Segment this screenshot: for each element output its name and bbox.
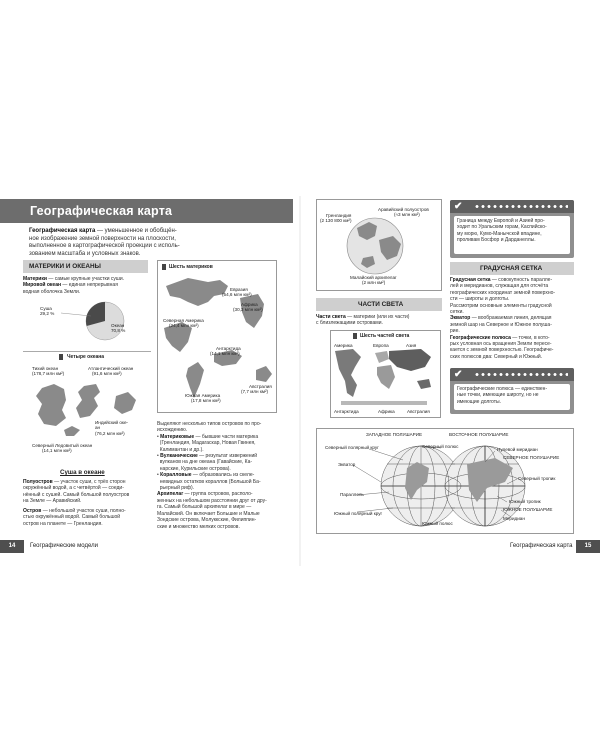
peninsula-definition: Полуостров — участок суши, с трёх сторон окружённый водой, а с четвёртой — соеди- нённый с сушей. Самый большой полуостров на Земле — Аравийский.: [23, 479, 130, 505]
tropic-south-label: Южный тропик: [509, 499, 541, 504]
eastern-hemisphere-label: ВОСТОЧНОЕ ПОЛУШАРИЕ: [449, 432, 509, 437]
page-number-right: 15: [576, 540, 600, 553]
section-parts-of-world: [316, 298, 442, 311]
land-ocean-pie-chart: [23, 296, 151, 346]
island-types-text: Выделяют несколько типов островов по про- исхождению. • Материковые — бывшие части материка (Гренландия, Мадагаскар, Новая Гвинея, Калимантан и др.). • Вулканические — результат извержений вулканов на дне океана (Гавайские, Ка- нарские, Курильские острова). • Коралловые — образовались из скеле- невидных остатков кораллов (Большой Ба- рьерный риф). Архипелаг — группа островов, располо- женных на небольшом расстоянии друг от дру- га. Самый большой архипелаг в мире — Малайский. Он включает Большие и Малые Зондские острова, Молуккские, Филиппин- ские и множество мелких островов.: [157, 421, 267, 530]
europe-label: Европа: [373, 343, 389, 348]
prime-meridian-label: Нулевой меридиан: [497, 447, 538, 452]
northern-hemisphere-label: СЕВЕРНОЕ ПОЛУШАРИЕ: [503, 455, 560, 460]
america-label: Америка: [334, 343, 353, 348]
page-title-bar: [0, 199, 293, 223]
right-footer: [450, 540, 600, 554]
oceans-shapes: [26, 380, 150, 440]
dots-decoration: [474, 372, 568, 377]
island-definition: Остров — небольшой участок суши, полно- стью окружённый водой. Самый большой остров на планете — Гренландия.: [23, 508, 126, 527]
south-polar-circle-label: Южный полярный круг: [334, 511, 383, 516]
land-in-ocean-heading: Суша в океане: [60, 469, 105, 476]
intro-term: Географическая карта: [29, 228, 96, 234]
dots-decoration: [474, 204, 568, 209]
footer-label-left: Географические модели: [30, 543, 98, 549]
north-polar-circle-label: Северный полярный круг: [325, 445, 379, 450]
southern-hemisphere-label: ЮЖНОЕ ПОЛУШАРИЕ: [503, 507, 553, 512]
section-continents-oceans: [23, 260, 148, 273]
parts-of-world-definition: Части света — материки (или их части) с близлежащими островами.: [316, 314, 410, 327]
north-pole-label: Северный полюс: [422, 444, 459, 449]
asia-region: [389, 349, 431, 371]
greenland-label: Гренландия (2 130 800 км²): [320, 213, 352, 224]
check-icon: ✔: [454, 201, 463, 212]
south-america-label: Южная Америка (17,8 млн км²): [185, 393, 221, 404]
page-number-left: 14: [0, 540, 24, 553]
antarctica-label: Антарктида (14,1 млн км²): [210, 346, 241, 357]
arabian-label: Аравийский полуостров (≈3 млн км²): [378, 207, 429, 218]
eurasia-label: Евразия (54,6 млн км²): [222, 287, 252, 298]
atlantic-label: Атлантический океан (91,6 млн км²): [88, 366, 134, 377]
footer-label-right: Географическая карта: [510, 543, 573, 549]
pacific-label: Тихий океан (178,7 млн км²): [32, 366, 65, 377]
section-heading: МАТЕРИКИ И ОКЕАНЫ: [29, 263, 101, 270]
australia-label: Австралия: [407, 409, 430, 414]
pie-ocean-label: Океан 70,8 %: [111, 323, 126, 334]
pacific-ocean-shape: [36, 384, 66, 426]
parallel-label: Параллель: [340, 492, 364, 497]
antarctica-region: [341, 401, 427, 405]
australia-label: Австралия (7,7 млн км²): [241, 384, 272, 395]
tropic-north-label: Северный тропик: [518, 476, 556, 481]
map-title: Шесть частей света: [360, 333, 410, 339]
tip-europe-asia-border: [450, 200, 574, 258]
antarctica-label: Антарктида: [334, 409, 359, 414]
section-heading: ГРАДУСНАЯ СЕТКА: [480, 265, 543, 272]
tip-text: Граница между Европой и Азией про- ходит по Уральским горам, Каспийско- му морю, Кумо-Манычской впадине, проливам Босфор и Дарданеллы.: [454, 216, 570, 254]
europe-region: [375, 351, 389, 363]
pie-land-label: Суша 29,2 %: [40, 306, 55, 317]
australia-region: [417, 379, 431, 389]
six-continents-heading: Шесть материков: [169, 264, 213, 270]
four-oceans-heading: Четыре океана: [67, 354, 105, 360]
north-america-label: Северная Америка (24,4 млн км²): [163, 318, 204, 329]
meridian-label: Меридиан: [503, 516, 525, 521]
parts-of-world-map: [331, 345, 440, 405]
atlantic-ocean-shape: [76, 384, 100, 418]
america-region: [335, 349, 361, 397]
book-gutter: [299, 196, 301, 566]
africa-label: Африка: [378, 409, 395, 414]
section-heading: ЧАСТИ СВЕТА: [358, 301, 404, 308]
intro-definition: Географическая карта — уменьшенное и обобщён- ное изображение земной поверхности на плоскости, выполненное в картографической проекции с исполь- зованием масштаба и условных знаков.: [29, 228, 180, 257]
equator-label: Экватор: [338, 462, 356, 467]
left-footer: [0, 540, 150, 554]
eurasia-shape: [166, 278, 228, 306]
arctic-label: Северный Ледовитый океан (14,1 млн км²): [32, 443, 93, 454]
section-degree-grid: [450, 262, 574, 275]
africa-label: Африка (30,3 млн км²): [233, 302, 263, 313]
south-pole-label: Южный полюс: [422, 521, 453, 526]
western-hemisphere-label: ЗАПАДНОЕ ПОЛУШАРИЕ: [366, 432, 423, 437]
asia-label: Азия: [406, 343, 417, 348]
australia-shape: [256, 366, 272, 382]
indian-label: Индийский оке- ан (76,2 млн км²): [95, 420, 129, 436]
indian-ocean-shape: [114, 392, 136, 414]
africa-region: [377, 365, 395, 389]
arctic-ocean-shape: [64, 426, 80, 436]
tip-geographic-poles: [450, 368, 574, 414]
check-icon: ✔: [454, 369, 463, 380]
degree-grid-text: Градусная сетка — совокупность паралле- лей и меридианов, служащая для отсчёта географических координат земной поверхно- сти — широты и долготы. Рассмотрим основные элементы градусной сетки. Экватор — воображаемая линия, делящая земной шар на Северное и Южное полуша- рие. Географические полюса — точки, в кото- рых условная ось вращения Земли пересе- кается с земной поверхностью. Географиче- ских полюсов два: Северный и Южный.: [450, 277, 556, 360]
continents-definitions: Материки — самые крупные участки суши. Мировой океан — единая непрерывная водная оболочка Земли.: [23, 276, 125, 295]
page-title: Географическая карта: [30, 204, 173, 218]
malay-label: Малайский архипелаг (2 млн км²): [350, 275, 397, 286]
tip-text: Географические полюса — единствен- ные точки, имеющие широту, но не имеющие долготы.: [454, 384, 570, 410]
